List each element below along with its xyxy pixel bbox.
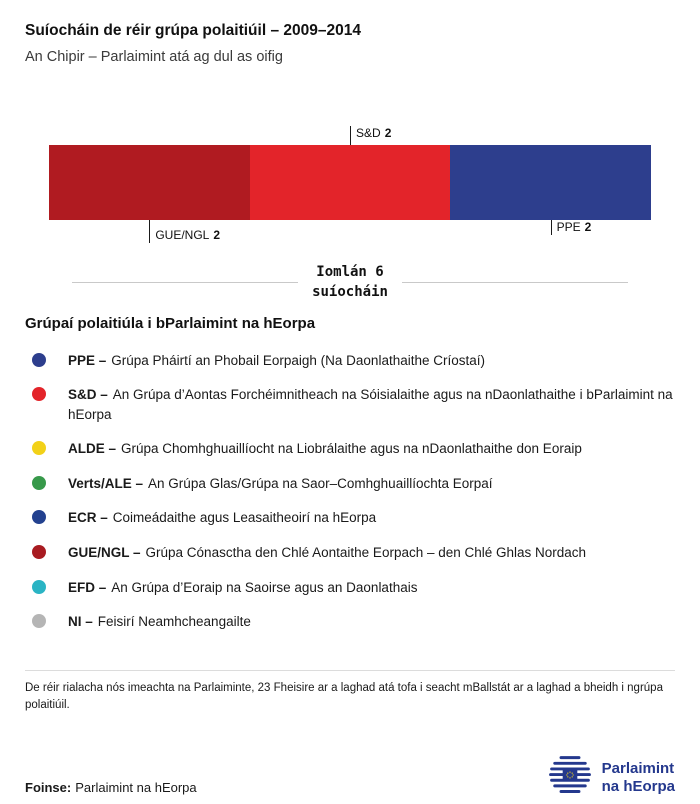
source-line [25,780,197,801]
legend-desc-efd: An Grúpa d’Eoraip na Saoirse agus an Daonlathais [111,579,418,595]
bar-segment-guengl [49,145,250,220]
legend-desc-alde: Grúpa Chomhghuaillíocht na Liobrálaithe agus na nDaonlathaithe don Eoraip [121,441,582,457]
legend-desc-sd: An Grúpa d’Aontas Forchéimnitheach na Sóisialaithe agus na nDaonlathaithe i bParlaimint na hEorpa [68,387,673,422]
ep-logo-text [602,760,675,795]
legend-list [25,351,675,632]
legend-desc-vertsale: An Grúpa Glas/Grúpa na Saor–Comhghuaillíochta Eorpaí [148,475,493,491]
seat-bar-chart [49,126,651,242]
ep-logo-text-line2: na hEorpa [601,777,675,795]
legend-item-ecr [25,508,675,528]
legend-item-sd [25,385,675,424]
legend-dot-ni [32,614,46,628]
legend-text-efd [68,578,417,598]
total-seats-callout [72,262,628,303]
legend-abbr-vertsale: Verts/ALE – [68,475,144,491]
bar-segment-sd [250,145,451,220]
bar-label-ppe [551,220,592,235]
european-parliament-logo-icon [547,754,593,801]
bar-label-guengl-seats: 2 [213,228,221,242]
page-title: Suíocháin de réir grúpa polaitiúil – 2009–2014 [25,22,361,39]
legend-item-alde [25,439,675,459]
legend-dot-ppe [32,353,46,367]
bar-label-sd-group: S&D [356,126,381,140]
legend-item-vertsale [25,474,675,494]
legend-dot-efd [32,580,46,594]
legend-abbr-ecr: ECR – [68,510,108,526]
ep-logo-block [547,754,675,801]
legend-item-ni [25,612,675,632]
page-subtitle: An Chipir – Parlaimint atá ag dul as oifig [25,49,283,65]
stacked-bar [49,145,651,220]
total-seats-text [312,262,388,303]
legend-desc-guengl: Grúpa Cónasctha den Chlé Aontaithe Eorpach – den Chlé Ghlas Nordach [145,544,587,560]
bar-segment-ppe [450,145,651,220]
source-value: Parlaimint na hEorpa [75,780,197,796]
legend-item-ppe [25,351,675,371]
total-seats-line2: suíocháin [312,284,388,301]
legend-text-ppe [68,351,485,371]
bar-label-sd-seats: 2 [384,126,392,140]
legend-desc-ecr: Coimeádaithe agus Leasaitheoirí na hEorpa [112,510,377,526]
legend-heading: Grúpaí polaitiúla i bParlaimint na hEorpa [25,314,316,332]
ep-logo-text-line1: Parlaimint [601,760,675,778]
legend-dot-guengl [32,545,46,559]
legend-dot-sd [32,387,46,401]
divider-line-left [72,282,298,283]
divider-line-right [402,282,628,283]
total-seats-line1: Iomlán 6 [316,264,384,280]
footer-divider [25,670,675,671]
legend-text-ecr [68,508,376,528]
bar-label-sd [350,126,391,145]
legend-abbr-guengl: GUE/NGL – [68,544,141,560]
legend-dot-vertsale [32,476,46,490]
legend-desc-ppe: Grúpa Pháirtí an Phobail Eorpaigh (Na Daonlathaithe Críostaí) [111,352,485,368]
footnote: De réir rialacha nós imeachta na Parlaiminte, 23 Fheisire ar a laghad atá tofa i seacht mBallstát ar a laghad a bheidh i ngrúpa polaitiúil. [25,681,663,711]
legend-item-guengl [25,543,675,563]
legend-abbr-sd: S&D – [68,387,108,403]
source-row [25,754,675,801]
legend-desc-ni: Feisirí Neamhcheangailte [97,614,251,630]
bar-label-guengl-group: GUE/NGL [155,228,210,242]
legend-text-sd [68,385,675,424]
legend-abbr-ni: NI – [68,614,93,630]
source-label: Foinse: [25,780,72,796]
bar-label-guengl [149,220,220,243]
legend-abbr-ppe: PPE – [68,352,107,368]
legend-dot-ecr [32,510,46,524]
legend-dot-alde [32,441,46,455]
legend-text-ni [68,612,251,632]
legend-abbr-efd: EFD – [68,579,107,595]
bar-label-ppe-group: PPE [556,220,581,234]
legend-text-vertsale [68,474,493,494]
legend-text-alde [68,439,582,459]
legend-abbr-alde: ALDE – [68,441,117,457]
bar-label-ppe-seats: 2 [584,220,592,234]
legend-text-guengl [68,543,586,563]
legend-item-efd [25,578,675,598]
